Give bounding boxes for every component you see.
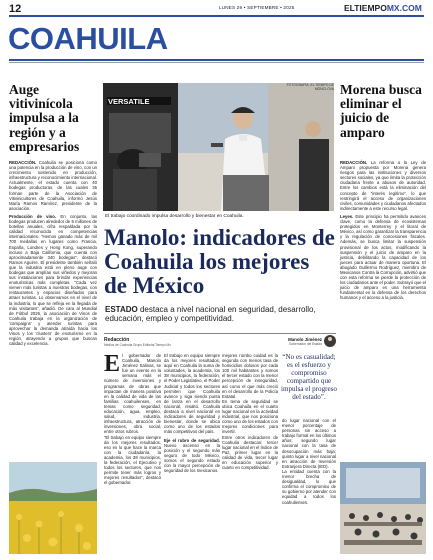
- dropcap-letter: E: [104, 351, 121, 377]
- pull-quote: “No es casualidad; es el esfuerzo y compromiso compartido que impulsa el progreso del estado”.: [281, 353, 337, 401]
- right-lead-text: La reforma a la Ley de Amparo propuesta por Morena genera riesgos para las instituciones y diversos sectores sociales, ya que limita la protección ciudadana frente a abusos de autoridad. Entre los cambios está la eliminación del concepto de “interés legítimo”, lo que restringirá el acceso de organizaciones civiles, comunidades y ciudadanos afectados indirectamente a este recurso legal.: [340, 160, 426, 211]
- left-story-body: [9, 160, 97, 346]
- left-lead-label: REDACCIÓN.: [9, 160, 37, 165]
- section-title: COAHUILA: [8, 21, 168, 56]
- main-story-photo: [103, 83, 334, 211]
- right-story-headline: Morena busca eliminar el juicio de amparo: [340, 82, 422, 140]
- column-2-text-2: Nuevo ascenso en la posición y el segundo más seguro de todo México, somos el segundo estado con la mayor percepción de seguridad de los mexicanos.: [164, 442, 220, 474]
- main-story-column-2: [164, 353, 220, 473]
- column-1-text: l gobernador de Coahuila, Manolo Jiménez Salinas, se fue un evento en la semana más el número de inversiones y programas de obras que impactan de manera positiva en la calidad de vida de las familias coahuilenses, en temas como seguridad, educación, agua, empleo, salud, industria, infraestructura, atracción de inversiones, obra social, entre otros rubros. “El trabajo en equipo siempre da los mejores resultados, eso es lo que hace la marca con la ciudadanía, la academia, los 38 municipios, la federación, el Ejecutivo y todos los sectores, que nos permite tener más logros y mejores resultados”, destacó el gobernador.: [104, 353, 161, 486]
- vineyard-photo: [9, 462, 97, 554]
- author-avatar: [324, 335, 336, 347]
- column-2-label: Eje el rubro de seguridad.: [164, 437, 220, 443]
- photo-credit: FOTOGRAFÍA: EL TIEMPO DE MONCLOVA: [286, 83, 334, 91]
- page-number: 12: [9, 3, 22, 15]
- quote-author-name: Manolo Jiménez: [288, 337, 322, 342]
- deck-rule: [104, 333, 336, 334]
- deck-text: destaca a nivel nacional en seguridad, desarrollo, educación, empleo y competitividad.: [105, 305, 316, 323]
- right-story-body: [340, 160, 426, 301]
- quote-author-role: Gobernador del Estado: [289, 342, 322, 346]
- photo-caption: El trabajo coordinado impulsa desarrollo y bienestar en Coahuila.: [105, 214, 244, 219]
- right-sub-text: Este principio ha permitido avances clave, como la defensa de ecosistemas protegidos en Monterrey y el litoral de México, así como garantizar la transparencia y la regulación de concesiones fiscales. Además, se busca limitar la suspensión provisional de los actos, modificando la suspensión y el juicio de amparo en la justicia, debilitando la capacidad de los jueces para actuar de manera oportuna. El abogado Guillermo Rodríguez, miembro de Mexicanos Contra la Corrupción, advirtió que con esta reforma se pierde la protección de los ciudadanos ante el poder. Subrayó que el juicio de amparo es una herramienta fundamental en la defensa de los derechos humanos y el acceso a la justicia.: [340, 213, 427, 301]
- right-sub-label: Leyes.: [340, 213, 354, 219]
- byline: Redacción: [104, 337, 130, 343]
- column-2-text: El trabajo en equipo siempre da los mejores resultados, aquí en Coahuila la suma de voluntades, la academia, los 38 municipios, la federación, el Poder Legislativo, el Poder Judicial y todos los sectores permiten que Coahuila avance y siga siendo punta de lanza en el desarrollo nacional, resaltó. Coahuila destaca a nivel nacional en indicadores de seguridad y bienestar, donde se ubica como uno de los estados más competitivos del país.: [164, 353, 220, 435]
- main-story-column-1: [104, 353, 161, 485]
- main-story-column-4: do lugar nacional con el menor porcentaje de personas sin acceso a trabajo formal en los últimos años; segundo lugar nacional con la tasa de desocupación más baja; quinto lugar a nivel nacional en atracción de Inversión Extranjera Directa (IED). La entidad cuenta con la menor brecha de desigualdad, lo que confirma el compromiso de su gobierno por atender con equidad a todos los coahuilenses.: [282, 418, 336, 505]
- main-story-deck: [105, 306, 335, 324]
- brand-main: ELTIEMPO: [344, 3, 387, 13]
- brand-suffix: MX.COM: [386, 3, 422, 13]
- right-lead-label: REDACCIÓN.: [340, 160, 368, 165]
- photo-banner-text: VERSATILE: [108, 97, 150, 106]
- deck-label: ESTADO: [105, 305, 138, 314]
- date-line: LUNES 29 • SEPTIEMBRE • 2025: [219, 5, 295, 10]
- byline-subtitle: Medios de Coahuila Grupo Editorial Tiempo Mx: [104, 343, 171, 347]
- section-rule-thin: [9, 62, 424, 63]
- section-rule: [9, 59, 424, 61]
- main-story-headline: Manolo: indicadores de Coahuila los mejores de México: [104, 225, 335, 298]
- header-rule: [9, 15, 424, 17]
- congress-photo: [340, 462, 426, 554]
- left-sub-text: En conjunto, las bodegas producen alrededor de 5 millones de botellas anuales, cifra respaldada por la calidad reconocida en competencias internacionales. “Hemos ganado más de mil 700 medallas en lugares como Francia, España, Londres y Hong Kong, superando incluso a Baja California, que cuenta con aproximadamente 340 bodegas”, destacó Ramos Aguirre. El presidente también señaló que la industria está en pleno auge con bodegas que amplían sus viñedos y mejoran sus instalaciones para brindar experiencias enoturísticas más completas. “Cada vez vienen más turistas a nuestras bodegas, con restaurantes y espacios diseñados para atraer turistas. Lo observamos en el nivel de la industria, lo que se refleja en la llegada de más visitantes”, añadió. De cara al Mundial de Fútbol 2026, la asociación de Vinos de Coahuila trabaja en la organización de ‘campaigns’ y atender turistas para aprovechar la demanda atraída hacia los Vinos y los ‘clusters’ de enoturismo en la región, atrayendo a grupos que buscan calidad y excelencia.: [9, 213, 97, 347]
- left-story-headline: Auge vitivinícola impulsa a la región y a empresarios: [9, 82, 80, 154]
- brand-logo: [344, 3, 422, 13]
- main-story-column-3: mejores rumbo cuidad es la segunda con menos tasa de homicidios dolosos por cada 100 mil habitantes y somos el tercer estado con la menor percepción de inseguridad, así como el que más creció en el desarrollo de la Policía Estatal. En tema de seguridad se ubica Coahuila en el cuarto lugar nacional en la actividad industrial, que nos posiciona como uno de los estados con mejores condiciones para invertir. Entre otros indicadores de Coahuila destacan: tercer lugar nacional en el Índice de Paz, primer lugar en la calidad de vida, tercer lugar en educación superior y cuarto en competitividad.: [222, 353, 278, 471]
- left-lead-text: Coahuila se posiciona como una potencia en la producción de vino, con un crecimiento sostenido en producción, infraestructura y reconocimiento internacional. Actualmente, el estado cuenta con 40 bodegas productoras, de las cuales 35 forman parte de la Asociación de Vitivinicultores de Coahuila, informó Jesús María Ramos Ramírez, presidente de la asociación.: [9, 160, 97, 211]
- left-sub-label: Producción de vino.: [9, 213, 57, 219]
